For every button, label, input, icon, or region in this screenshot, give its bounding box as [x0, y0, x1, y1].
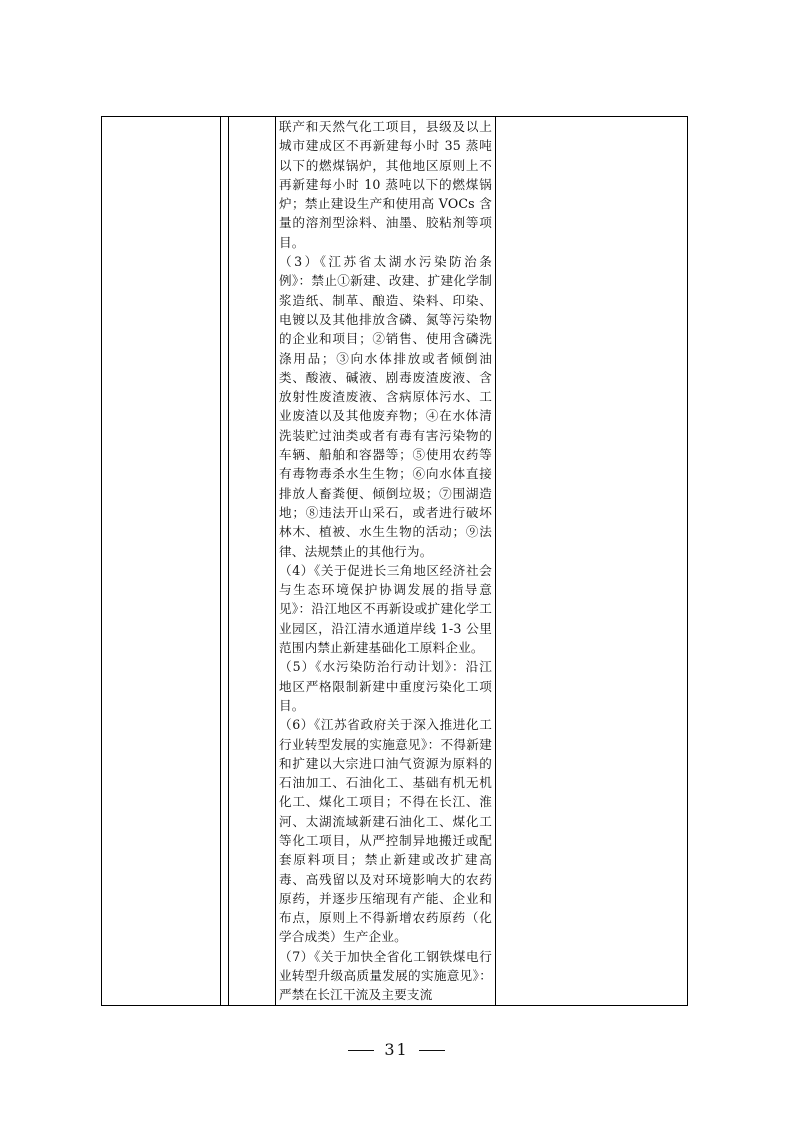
page-number-value: 31 [384, 1040, 409, 1059]
page-number [0, 1040, 793, 1059]
paragraph-yangtze-delta-guidance: （4）《关于促进长三角地区经济社会与生态环境保护协调发展的指导意见》：沿江地区不再新设或扩建化学工业园区，沿江清水通道岸线 1-3 公里范围内禁止新建基础化工原料企业。 [279, 562, 492, 656]
regulation-table [101, 116, 688, 1006]
column-divider-2 [228, 117, 229, 1005]
paragraph-chemical-transformation: （6）《江苏省政府关于深入推进化工行业转型发展的实施意见》：不得新建和扩建以大宗进口油气资源为原料的石油加工、石油化工、基础有机无机化工、煤化工项目；不得在长江、淮河、太湖流域新建石油化工、煤化工等化工项目，从严控制异地搬迁或配套原料项目；禁止新建或改扩建高毒、高残留以及对环境影响大的农药原药，并逐步压缩现有产能、企业和布点，原则上不得新增农药原药（化学合成类）生产企业。 [279, 717, 492, 945]
left-dash [348, 1050, 374, 1051]
paragraph-continuation: 联产和天然气化工项目，县级及以上城市建成区不再新建每小时 35 蒸吨以下的燃煤锅炉，其他地区原则上不再新建每小时 10 蒸吨以下的燃煤锅炉；禁止建设生产和使用高 VOCs 含量的溶剂型涂料、油墨、胶粘剂等项目。 [279, 119, 492, 250]
right-dash [419, 1050, 445, 1051]
regulation-text-cell [276, 117, 495, 1005]
paragraph-water-pollution-plan: （5）《水污染防治行动计划》：沿江地区严格限制新建中重度污染化工项目。 [279, 659, 492, 713]
column-divider-4 [495, 117, 496, 1005]
paragraph-industry-upgrade: （7）《关于加快全省化工钢铁煤电行业转型升级高质量发展的实施意见》：严禁在长江干流及主要支流 [279, 948, 492, 1003]
paragraph-taihu-regulation: （3）《江苏省太湖水污染防治条例》：禁止①新建、改建、扩建化学制浆造纸、制革、酿造、染料、印染、电镀以及其他排放含磷、氮等污染物的企业和项目；②销售、使用含磷洗涤用品；③向水体排放或者倾倒油类、酸液、碱液、剧毒废渣废液、含放射性废渣废液、含病原体污水、工业废渣以及其他废弃物；④在水体清洗装贮过油类或者有毒有害污染物的车辆、船舶和容器等；⑤使用农药等有毒物毒杀水生生物；⑥向水体直接排放人畜粪便、倾倒垃圾；⑦围湖造地；⑧违法开山采石，或者进行破坏林木、植被、水生生物的活动；⑨法律、法规禁止的其他行为。 [279, 254, 492, 559]
column-divider-1 [220, 117, 221, 1005]
